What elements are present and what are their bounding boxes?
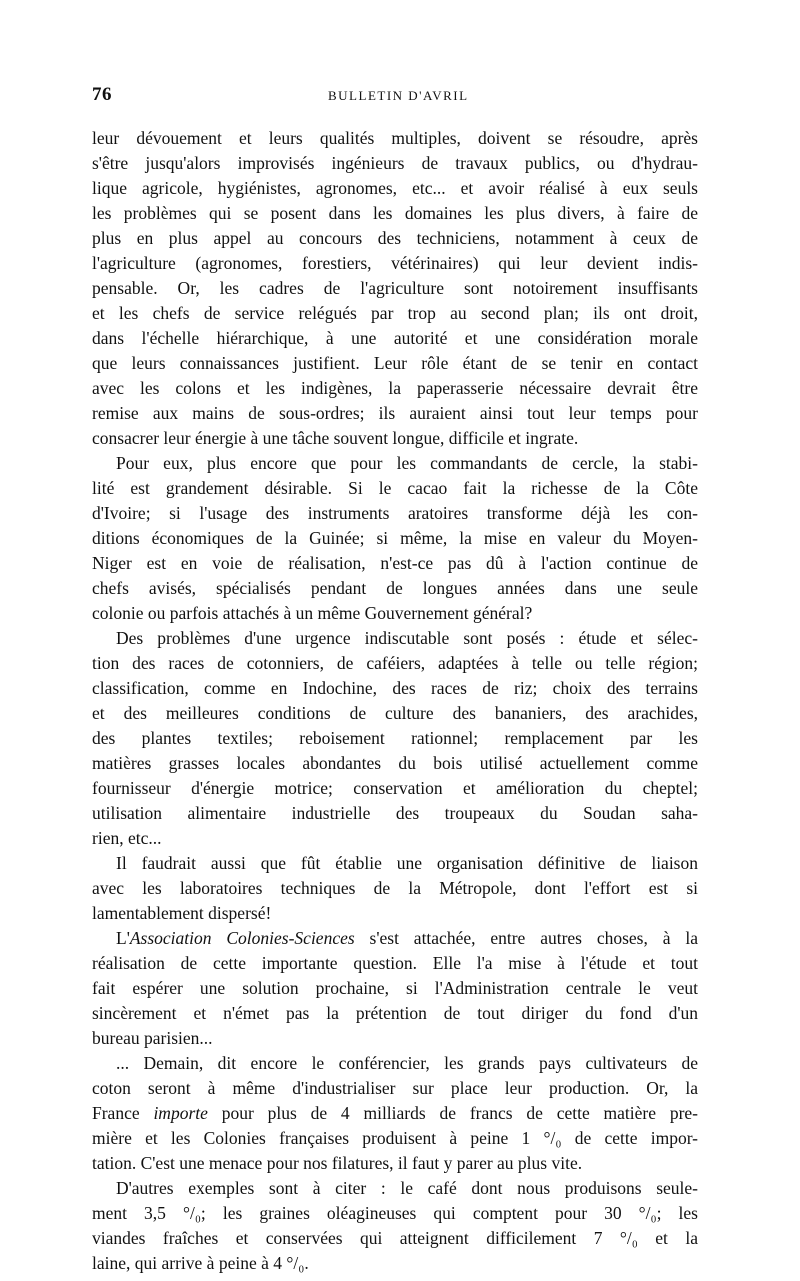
- text-line: [92, 926, 698, 951]
- text-line: coton seront à même d'industrialiser sur place leur production. Or, la: [92, 1078, 698, 1098]
- paragraph: [92, 1051, 698, 1176]
- paragraph: [92, 626, 698, 851]
- text-line: utilisation alimentaire industrielle des troupeaux du Soudan saha-: [92, 803, 698, 823]
- text-line: leur dévouement et leurs qualités multiples, doivent se résoudre, après: [92, 128, 698, 148]
- paragraph: [92, 1176, 698, 1276]
- text-fragment: L': [116, 928, 130, 948]
- text-fragment: France: [92, 1103, 154, 1123]
- text-fragment: pour plus de 4 milliards de francs de cette matière pre-: [207, 1103, 698, 1123]
- text-line: sincèrement et n'émet pas la prétention de tout diriger du fond d'un: [92, 1003, 698, 1023]
- text-line: chefs avisés, spécialisés pendant de longues années dans une seule: [92, 578, 698, 598]
- paragraph: [92, 126, 698, 451]
- text-line: ... Demain, dit encore le conférencier, les grands pays cultivateurs de: [116, 1053, 698, 1073]
- text-line: Pour eux, plus encore que pour les commandants de cercle, la stabi-: [116, 453, 698, 473]
- text-line: pensable. Or, les cadres de l'agriculture sont notoirement insuffisants: [92, 278, 698, 298]
- text-line: que leurs connaissances justifient. Leur rôle étant de se tenir en contact: [92, 353, 698, 373]
- text-line: s'être jusqu'alors improvisés ingénieurs de travaux publics, ou d'hydrau-: [92, 153, 698, 173]
- text-line: réalisation de cette importante question. Elle l'a mise à l'étude et tout: [92, 953, 698, 973]
- text-line: laine, qui arrive à peine à 4 °/₀.: [92, 1253, 309, 1273]
- text-line: [92, 1101, 698, 1126]
- text-line: D'autres exemples sont à citer : le café dont nous produisons seule-: [116, 1178, 698, 1198]
- text-line: rien, etc...: [92, 828, 162, 848]
- text-line: ditions économiques de la Guinée; si même, la mise en valeur du Moyen-: [92, 528, 698, 548]
- text-line: bureau parisien...: [92, 1028, 213, 1048]
- text-line: d'Ivoire; si l'usage des instruments aratoires transforme déjà les con-: [92, 503, 698, 523]
- text-line: avec les colons et les indigènes, la paperasserie nécessaire devrait être: [92, 378, 698, 398]
- text-line: Il faudrait aussi que fût établie une organisation définitive de liaison: [116, 853, 698, 873]
- text-line: tation. C'est une menace pour nos filatures, il faut y parer au plus vite.: [92, 1153, 583, 1173]
- text-line: dans l'échelle hiérarchique, à une autorité et une considération morale: [92, 328, 698, 348]
- text-line: classification, comme en Indochine, des races de riz; choix des terrains: [92, 678, 698, 698]
- paragraph: [92, 926, 698, 1051]
- text-line: tion des races de cotonniers, de caféiers, adaptées à telle ou telle région;: [92, 653, 698, 673]
- text-line: les problèmes qui se posent dans les domaines les plus divers, à faire de: [92, 203, 698, 223]
- paragraph: [92, 851, 698, 926]
- text-line: consacrer leur énergie à une tâche souvent longue, difficile et ingrate.: [92, 428, 579, 448]
- paragraph: [92, 451, 698, 626]
- text-line: lité est grandement désirable. Si le cacao fait la richesse de la Côte: [92, 478, 698, 498]
- association-name: Association Colonies-Sciences: [129, 928, 355, 948]
- text-line: ment 3,5 °/₀; les graines oléagineuses qui comptent pour 30 °/₀; les: [92, 1203, 698, 1223]
- body-text: [92, 126, 698, 1276]
- page-number: 76: [92, 84, 112, 105]
- text-fragment: s'est attachée, entre autres choses, à la: [354, 928, 698, 948]
- text-line: fournisseur d'énergie motrice; conservation et amélioration du cheptel;: [92, 778, 698, 798]
- text-line: lique agricole, hygiénistes, agronomes, etc... et avoir réalisé à eux seuls: [92, 178, 698, 198]
- text-line: Niger est en voie de réalisation, n'est-ce pas dû à l'action continue de: [92, 553, 698, 573]
- running-header: [92, 84, 698, 108]
- text-line: l'agriculture (agronomes, forestiers, vétérinaires) qui leur devient indis-: [92, 253, 698, 273]
- text-line: fait espérer une solution prochaine, si l'Administration centrale le veut: [92, 978, 698, 998]
- text-line: colonie ou parfois attachés à un même Gouvernement général?: [92, 603, 533, 623]
- text-line: plus en plus appel au concours des techniciens, notamment à ceux de: [92, 228, 698, 248]
- text-line: mière et les Colonies françaises produisent à peine 1 °/₀ de cette impor-: [92, 1128, 698, 1148]
- text-line: viandes fraîches et conservées qui atteignent difficilement 7 °/₀ et la: [92, 1228, 698, 1248]
- text-line: des plantes textiles; reboisement rationnel; remplacement par les: [92, 728, 698, 748]
- running-title: BULLETIN D'AVRIL: [328, 88, 469, 103]
- text-line: remise aux mains de sous-ordres; ils auraient ainsi tout leur temps pour: [92, 403, 698, 423]
- emphasized-word: importe: [153, 1103, 208, 1123]
- text-line: et des meilleures conditions de culture des bananiers, des arachides,: [92, 703, 698, 723]
- text-line: matières grasses locales abondantes du bois utilisé actuellement comme: [92, 753, 698, 773]
- text-line: et les chefs de service relégués par trop au second plan; ils ont droit,: [92, 303, 698, 323]
- text-line: avec les laboratoires techniques de la Métropole, dont l'effort est si: [92, 878, 698, 898]
- text-line: Des problèmes d'une urgence indiscutable sont posés : étude et sélec-: [116, 628, 698, 648]
- text-line: lamentablement dispersé!: [92, 903, 272, 923]
